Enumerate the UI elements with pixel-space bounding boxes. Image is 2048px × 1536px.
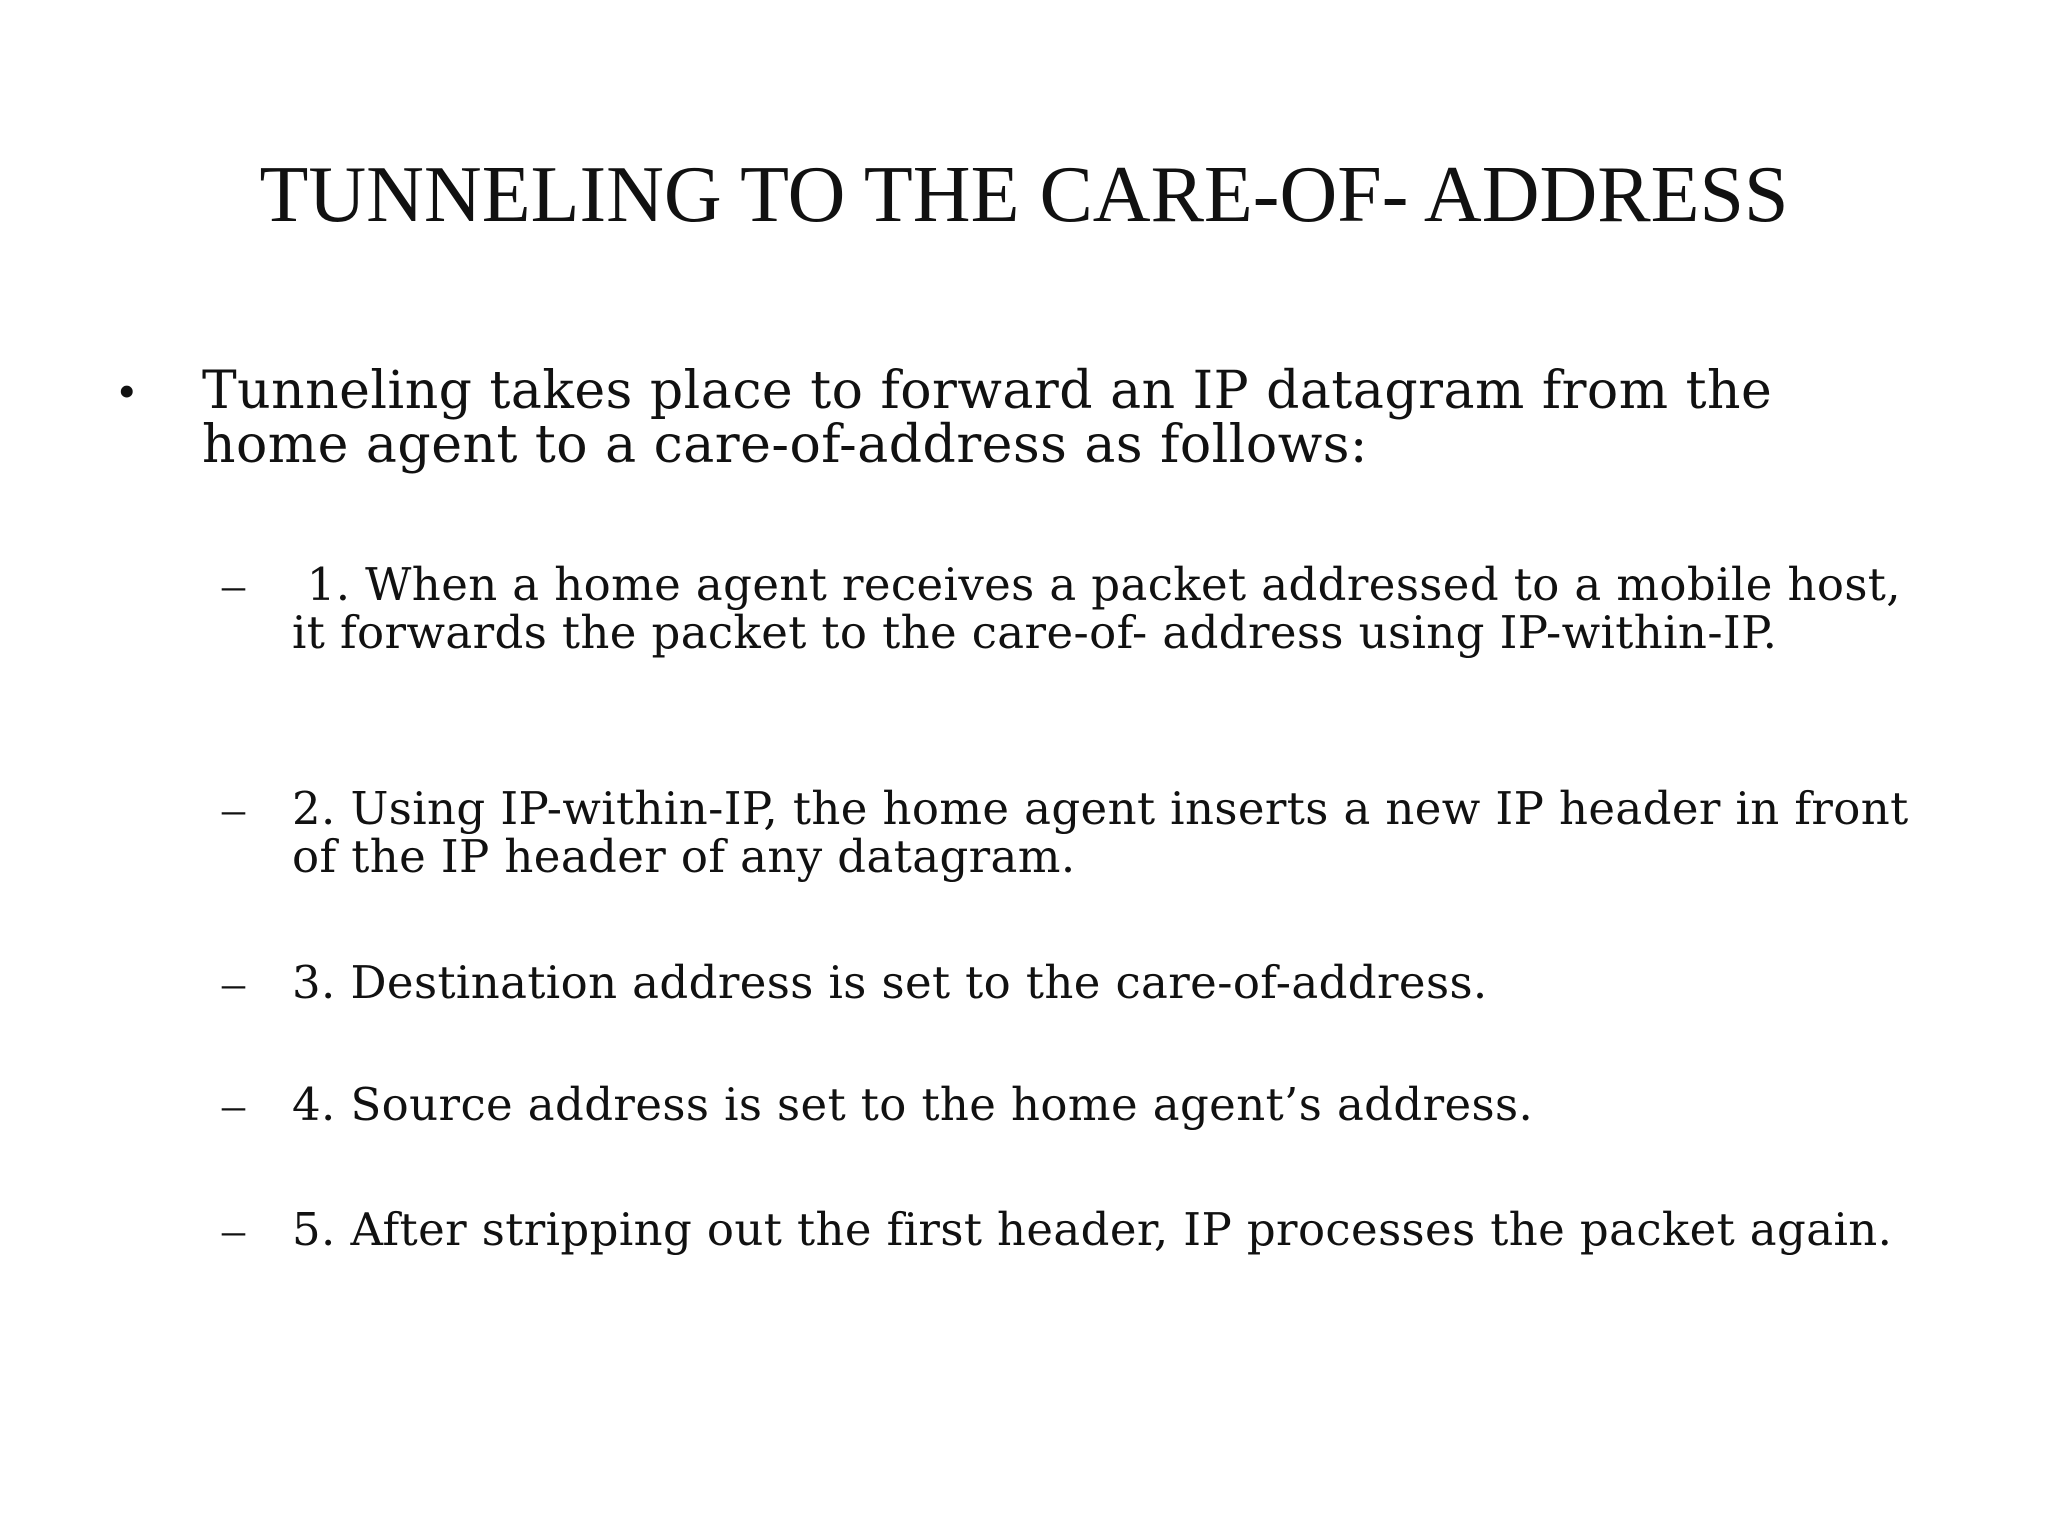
- sub-bullet-text: 5. After stripping out the first header, IP processes the packet again.: [292, 1203, 1893, 1256]
- slide-title: TUNNELING TO THE CARE-OF- ADDRESS: [259, 151, 1789, 239]
- sub-bullet-1: [222, 558, 1942, 659]
- sub-bullet-text: 4. Source address is set to the home agent’s address.: [292, 1078, 1534, 1131]
- sub-bullet-2: [222, 782, 1942, 883]
- sub-bullet-text: 1. When a home agent receives a packet addressed to a mobile host, it forwards the packet to the care-of- address using IP-within-IP.: [292, 558, 1916, 659]
- main-bullet-text: Tunneling takes place to forward an IP datagram from the home agent to a care-of-address as follows:: [202, 361, 1773, 475]
- dash-icon: –: [222, 1204, 245, 1255]
- sub-bullet-text: 2. Using IP-within-IP, the home agent inserts a new IP header in front of the IP header of any datagram.: [292, 782, 1924, 883]
- sub-bullet-5: [222, 1203, 1942, 1256]
- sub-bullet-4: [222, 1078, 1942, 1131]
- sub-bullet-3: [222, 956, 1942, 1009]
- dash-icon: –: [222, 783, 245, 834]
- dash-icon: –: [222, 957, 245, 1008]
- sub-bullet-text: 3. Destination address is set to the care-of-address.: [292, 956, 1488, 1009]
- dash-icon: –: [222, 1079, 245, 1130]
- bullet-icon: •: [118, 363, 136, 419]
- main-bullet: [118, 361, 1918, 475]
- dash-icon: –: [222, 559, 245, 610]
